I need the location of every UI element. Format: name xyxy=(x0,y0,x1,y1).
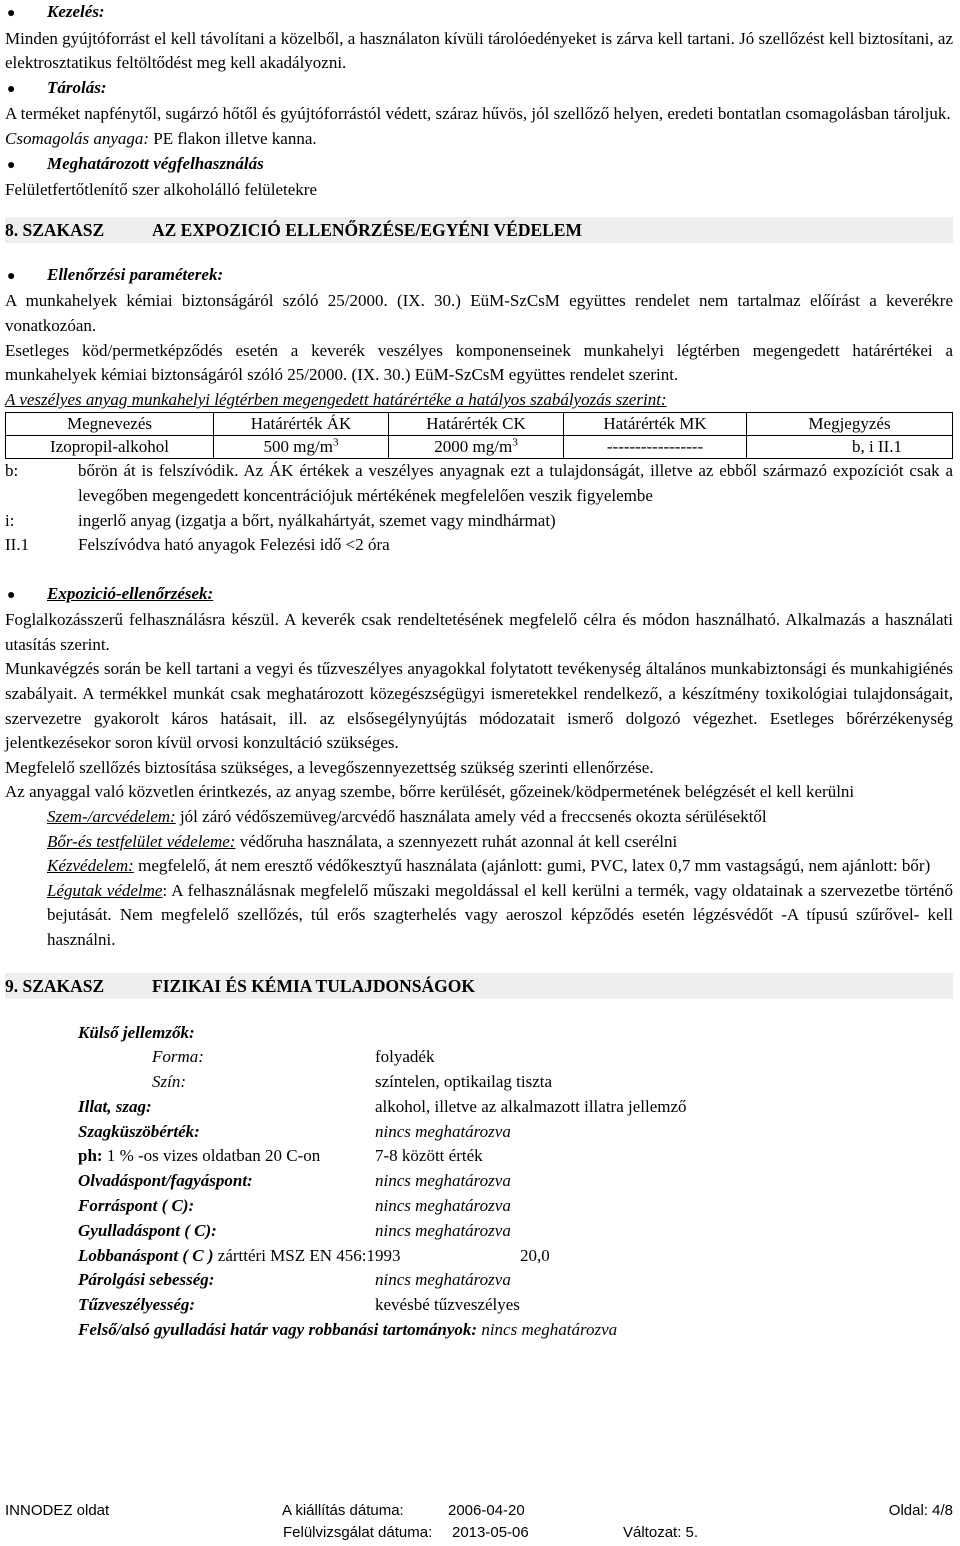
bullet-icon: ● xyxy=(7,157,16,173)
protection-respiratory xyxy=(5,879,953,953)
property-row xyxy=(5,1293,953,1318)
footer-row-1 xyxy=(5,1500,953,1522)
protection-label: Légutak védelme xyxy=(47,880,163,900)
cell-ak-value: 500 mg/m xyxy=(263,437,333,457)
property-row xyxy=(5,1169,953,1194)
definition-value: Felszívódva ható anyagok Felezési idő <2 óra xyxy=(78,535,390,555)
explosion-label: Felső/alsó gyulladási határ vagy robbanási tartományok: xyxy=(78,1319,478,1339)
cell-name: Izopropil-alkohol xyxy=(6,436,214,459)
section-8-number: 8. SZAKASZ xyxy=(5,219,105,240)
section-9-title: FIZIKAI ÉS KÉMIA TULAJDONSÁGOK xyxy=(152,975,476,996)
property-value: 20,0 xyxy=(520,1245,550,1265)
limit-table xyxy=(5,412,953,459)
property-label: Tűzveszélyesség: xyxy=(78,1295,196,1315)
params-text: A munkahelyek kémiai biztonságáról szóló 25/2000. (IX. 30.) EüM-SzCsM együttes rendelet nem tartalmaz előírást a keverékre vonatkozóan. xyxy=(5,291,953,335)
property-label: Gyulladáspont ( C): xyxy=(78,1220,217,1240)
property-row xyxy=(5,1219,953,1244)
col-header-mk: Határérték MK xyxy=(564,413,747,436)
property-row xyxy=(5,1095,953,1120)
property-value: nincs meghatározva xyxy=(375,1195,511,1215)
limit-caption: A veszélyes anyag munkahelyi légtérben megengedett határértéke a hatályos szabályozás szerint: xyxy=(5,389,667,409)
explosion-value: nincs meghatározva xyxy=(477,1319,618,1339)
col-header-note: Megjegyzés xyxy=(747,413,953,436)
definition-value: bőrön át is felszívódik. Az ÁK értékek a veszélyes anyagnak ezt a tulajdonságát, illetve az ebből származó expozíciót csak a levegőben megengedett koncentrációjuk mértékének megfelelően veszik figyelembe xyxy=(78,461,953,505)
esetleges-text: Esetleges köd/permetképződés esetén a keverék veszélyes komponenseinek munkahelyi légtérben megengedett határértékei a munkahelyek kémiai biztonságáról szóló 25/2000. (IX. 30.) EüM-SzCsM együttes rendelet szerint. xyxy=(5,340,953,385)
exp-paragraph-4: Az anyaggal való közvetlen érintkezés, az anyag szembe, bőrre kerülését, gőzeinek/ködpermetének belégzését el kell kerülni xyxy=(5,782,855,802)
vegfelhasznalas-heading: Meghatározott végfelhasználás xyxy=(47,153,264,173)
definition-key: i: xyxy=(5,510,15,530)
footer-company: INNODEZ oldat xyxy=(5,1502,110,1519)
section-9-number: 9. SZAKASZ xyxy=(5,975,105,996)
cell-ck-sup: 3 xyxy=(512,436,518,449)
property-row xyxy=(5,1268,953,1293)
exp-paragraph-1: Foglalkozásszerű felhasználásra készül. A keverék csak rendeltetésének megfelelő célra és módon használható. Alkalmazás a használati utasítás szerint. xyxy=(5,610,953,654)
property-row xyxy=(5,1120,953,1145)
kulso-heading: Külső jellemzők: xyxy=(78,1022,195,1042)
vegfelhasznalas-heading-row xyxy=(5,152,953,179)
property-label-bold: Lobbanáspont ( C ) xyxy=(78,1245,214,1265)
property-value: nincs meghatározva xyxy=(375,1171,511,1191)
protection-label: Szem-/arcvédelem: xyxy=(47,807,176,827)
definition-key: b: xyxy=(5,461,19,481)
section-8-heading xyxy=(5,217,953,243)
exp-heading: Expozició-ellenőrzések: xyxy=(47,583,214,603)
document-page xyxy=(5,0,953,1343)
params-heading: Ellenőrzési paraméterek: xyxy=(47,264,224,284)
property-label xyxy=(5,1144,375,1169)
bullet-icon: ● xyxy=(7,6,16,21)
property-value: 7-8 között érték xyxy=(375,1146,483,1166)
vegfelhasznalas-text: Felületfertőtlenítő szer alkoholálló felületekre xyxy=(5,180,318,200)
bullet-icon: ● xyxy=(7,81,16,97)
property-label: Forma: xyxy=(152,1047,204,1067)
property-label: Szagküszöbérték: xyxy=(78,1121,200,1141)
property-label-rest: zárttéri MSZ EN 456:1993 xyxy=(213,1245,401,1265)
exp-paragraph-2: Munkavégzés során be kell tartani a vegyi és tűzveszélyes anyagokkal folytatott tevékenység általános munkabiztonsági és munkahigiénés szabályait. A termékkel munkát csak meghatározott közegészségügyi ismeretekkel rendelkező, a készítmény toxikológiai tulajdonságait, szervezetre gyakorolt káros hatásait, ill. az elsősegélynyújtás módozatait ismerő dolgozó végezhet. Esetleges bőrérzékenység jelentkezésekor soron kívül orvosi konzultáció szükséges. xyxy=(5,659,953,753)
property-value: nincs meghatározva xyxy=(375,1220,511,1240)
protection-skin xyxy=(5,830,953,855)
property-label-bold: ph: xyxy=(78,1146,103,1166)
cell-ak-sup: 3 xyxy=(332,436,339,449)
definition-row xyxy=(5,533,953,558)
property-row xyxy=(5,1045,953,1070)
packaging-value: PE flakon illetve kanna. xyxy=(149,128,317,148)
table-row xyxy=(6,436,953,459)
protection-text: megfelelő, át nem eresztő védőkesztyű használata (ajánlott: gumi, PVC, latex 0,7 mm vastagságú, nem ajánlott: bőr) xyxy=(133,856,931,876)
property-row xyxy=(5,1194,953,1219)
kezeles-heading: Kezelés: xyxy=(47,2,105,21)
property-value: színtelen, optikailag tiszta xyxy=(375,1071,553,1091)
exp-paragraph-3: Megfelelő szellőzés biztosítása szükséges, a levegőszennyezettség szükség szerinti ellenőrzése. xyxy=(5,757,654,777)
tarolas-heading-row xyxy=(5,76,953,103)
protection-text: védőruha használata, a szennyezett ruhát azonnal át kell cserélni xyxy=(235,831,678,851)
protection-text: : A felhasználásnak megfelelő műszaki megoldással el kell kerülni a termék, vagy oldatainak a szervezetbe történő bejutását. Nem megfelelő szellőzés, túl erős szagterhelés vagy aeroszol képződés esetén légzésvédőt -A típusú szűrővel- kell használni. xyxy=(47,880,954,949)
cell-ck-value: 2000 mg/m xyxy=(434,437,513,457)
cell-ck xyxy=(389,436,564,459)
exp-heading-row xyxy=(5,582,953,609)
property-label: Olvadáspont/fagyáspont: xyxy=(78,1171,253,1191)
section-9-heading xyxy=(5,973,953,999)
cell-mk: ----------------- xyxy=(564,436,747,459)
property-value: nincs meghatározva xyxy=(375,1121,511,1141)
protection-label: Bőr-és testfelület védeleme: xyxy=(47,831,236,851)
protection-hand xyxy=(5,854,953,879)
property-value: kevésbé tűzveszélyes xyxy=(375,1295,520,1315)
cell-ak xyxy=(214,436,389,459)
protection-text: jól záró védőszemüveg/arcvédő használata amely véd a freccsenés okozta sérülésektől xyxy=(175,807,767,827)
definition-row xyxy=(5,459,953,508)
footer-revision-date: 2013-05-06 xyxy=(452,1524,529,1541)
property-value: alkohol, illetve az alkalmazott illatra jellemző xyxy=(375,1096,687,1116)
col-header-ck: Határérték CK xyxy=(389,413,564,436)
property-row xyxy=(5,1070,953,1095)
property-label: Párolgási sebesség: xyxy=(78,1270,215,1290)
tarolas-heading: Tárolás: xyxy=(47,77,107,97)
kezeles-heading-row xyxy=(5,0,953,27)
tarolas-text: A terméket napfénytől, sugárzó hőtől és gyújtóforrástól védett, száraz hűvös, jól szellőző helyen, eredeti bontatlan csomagolásban tároljuk. xyxy=(5,104,951,124)
cell-note: b, i II.1 xyxy=(747,436,953,459)
col-header-ak: Határérték ÁK xyxy=(214,413,389,436)
property-value: nincs meghatározva xyxy=(375,1270,511,1290)
definition-key: II.1 xyxy=(5,535,30,555)
property-label-rest: 1 % -os vizes oldatban 20 C-on xyxy=(102,1146,321,1166)
definition-value: ingerlő anyag (izgatja a bőrt, nyálkahártyát, szemet vagy mindhármat) xyxy=(78,510,556,530)
footer-row-2 xyxy=(5,1522,953,1544)
footer-revision-label: Felülvizsgálat dátuma: xyxy=(283,1524,433,1541)
explosion-line xyxy=(5,1318,617,1343)
footer-issue-date: 2006-04-20 xyxy=(448,1502,525,1519)
packaging-label: Csomagolás anyaga: xyxy=(5,128,150,148)
params-heading-row xyxy=(5,263,953,290)
property-row xyxy=(5,1144,953,1169)
property-label: Forráspont ( C): xyxy=(78,1195,195,1215)
bullet-icon: ● xyxy=(7,587,16,603)
footer-page-number: Oldal: 4/8 xyxy=(888,1502,953,1519)
property-label xyxy=(5,1244,520,1269)
bullet-icon: ● xyxy=(7,268,16,284)
protection-label: Kézvédelem: xyxy=(47,856,134,876)
property-label: Szín: xyxy=(152,1071,186,1091)
property-row xyxy=(5,1244,953,1269)
protection-eye xyxy=(5,805,953,830)
definition-row xyxy=(5,509,953,534)
kezeles-text: Minden gyújtóforrást el kell távolítani a közelből, a használaton kívüli tárolóedényeket is zárva kell tartani. Jó szellőzést kell biztosítani, az elektrosztatikus feltöltődést meg kell akadályozni. xyxy=(5,28,953,73)
property-label: Illat, szag: xyxy=(78,1096,152,1116)
property-value: folyadék xyxy=(375,1047,435,1067)
footer-issue-label: A kiállítás dátuma: xyxy=(282,1502,404,1519)
limit-table-header xyxy=(6,413,953,436)
footer-version: Változat: 5. xyxy=(623,1524,699,1541)
explosion-row xyxy=(5,1318,953,1343)
col-header-name: Megnevezés xyxy=(6,413,214,436)
section-8-title: AZ EXPOZICIÓ ELLENŐRZÉSE/EGYÉNI VÉDELEM xyxy=(152,219,582,240)
page-footer xyxy=(5,1500,953,1544)
packaging-line xyxy=(5,127,953,152)
